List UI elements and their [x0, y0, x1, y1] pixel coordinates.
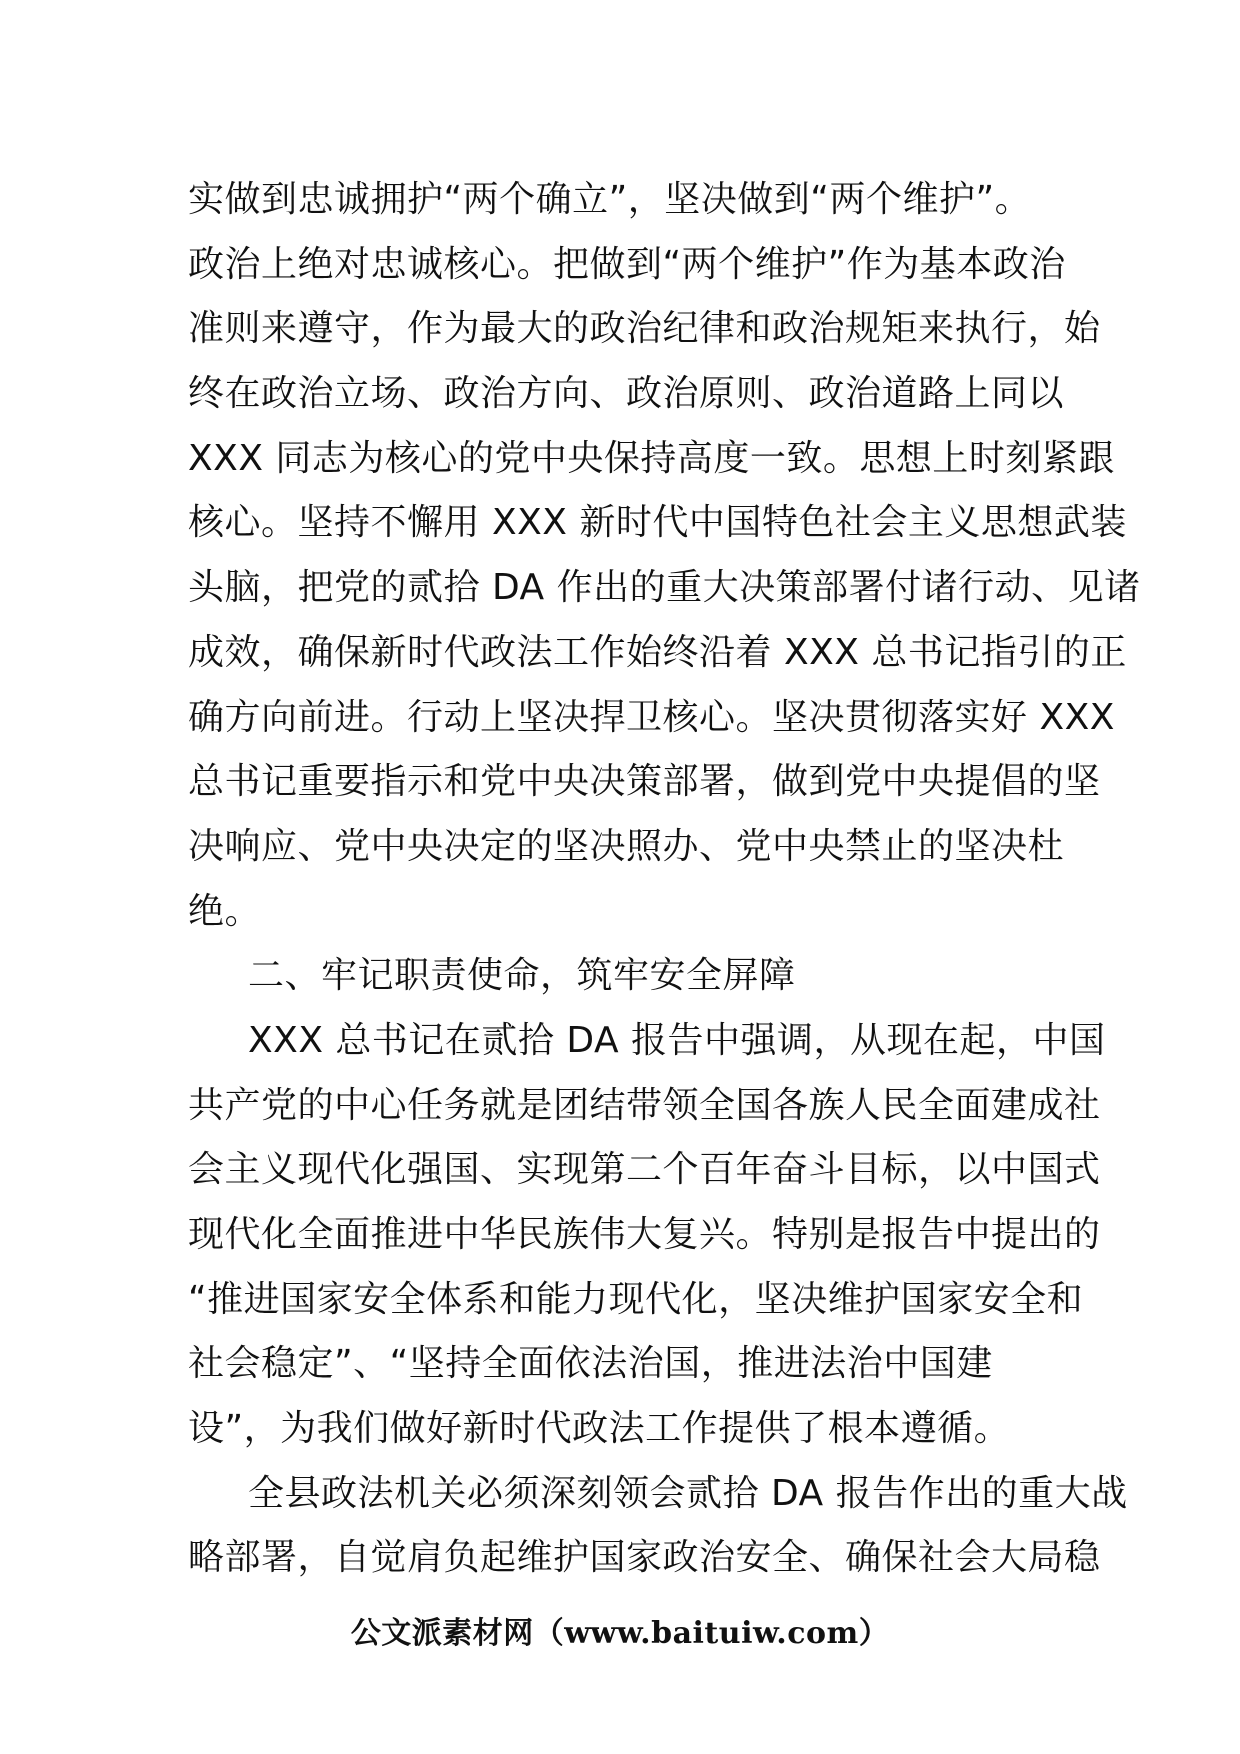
text-line: 全县政法机关必须深刻领会贰拾 DA 报告作出的重大战 — [248, 1472, 1128, 1514]
text-line: 略部署，自觉肩负起维护国家政治安全、确保社会大局稳 — [188, 1537, 1101, 1579]
text-line: 成效，确保新时代政法工作始终沿着 XXX 总书记指引的正 — [188, 631, 1127, 673]
footer-watermark: 公文派素材网（www.baituiw.com） — [350, 1616, 890, 1651]
text-line: 共产党的中心任务就是团结带领全国各族人民全面建成社 — [188, 1084, 1101, 1126]
text-line: 会主义现代化强国、实现第二个百年奋斗目标，以中国式 — [188, 1149, 1101, 1191]
body-text — [188, 168, 1141, 1591]
text-line: XXX 总书记在贰拾 DA 报告中强调，从现在起，中国 — [248, 1019, 1106, 1061]
text-line: 确方向前进。行动上坚决捍卫核心。坚决贯彻落实好 XXX — [188, 696, 1115, 738]
text-line: 总书记重要指示和党中央决策部署，做到党中央提倡的坚 — [188, 761, 1101, 803]
text-line: 准则来遵守，作为最大的政治纪律和政治规矩来执行，始 — [188, 308, 1101, 350]
text-line: 政治上绝对忠诚核心。把做到“两个维护”作为基本政治 — [188, 243, 1066, 285]
text-line: 终在政治立场、政治方向、政治原则、政治道路上同以 — [188, 373, 1065, 415]
text-line: 设”，为我们做好新时代政法工作提供了根本遵循。 — [188, 1408, 1011, 1450]
text-line: 现代化全面推进中华民族伟大复兴。特别是报告中提出的 — [188, 1214, 1101, 1255]
text-line: 头脑，把党的贰拾 DA 作出的重大决策部署付诸行动、见诸 — [188, 567, 1141, 609]
text-line: 社会稳定”、“坚持全面依法治国，推进法治中国建 — [188, 1343, 993, 1385]
text-line: “推进国家安全体系和能力现代化，坚决维护国家安全和 — [188, 1278, 1084, 1320]
text-line: XXX 同志为核心的党中央保持高度一致。思想上时刻紧跟 — [188, 437, 1115, 479]
section-heading: 二、牢记职责使命，筑牢安全屏障 — [248, 955, 796, 997]
text-line: 决响应、党中央决定的坚决照办、党中央禁止的坚决杜 — [188, 825, 1065, 867]
text-line: 实做到忠诚拥护“两个确立”，坚决做到“两个维护”。 — [188, 179, 1032, 220]
text-line: 核心。坚持不懈用 XXX 新时代中国特色社会主义思想武装 — [188, 502, 1127, 544]
text-line: 绝。 — [188, 890, 262, 932]
